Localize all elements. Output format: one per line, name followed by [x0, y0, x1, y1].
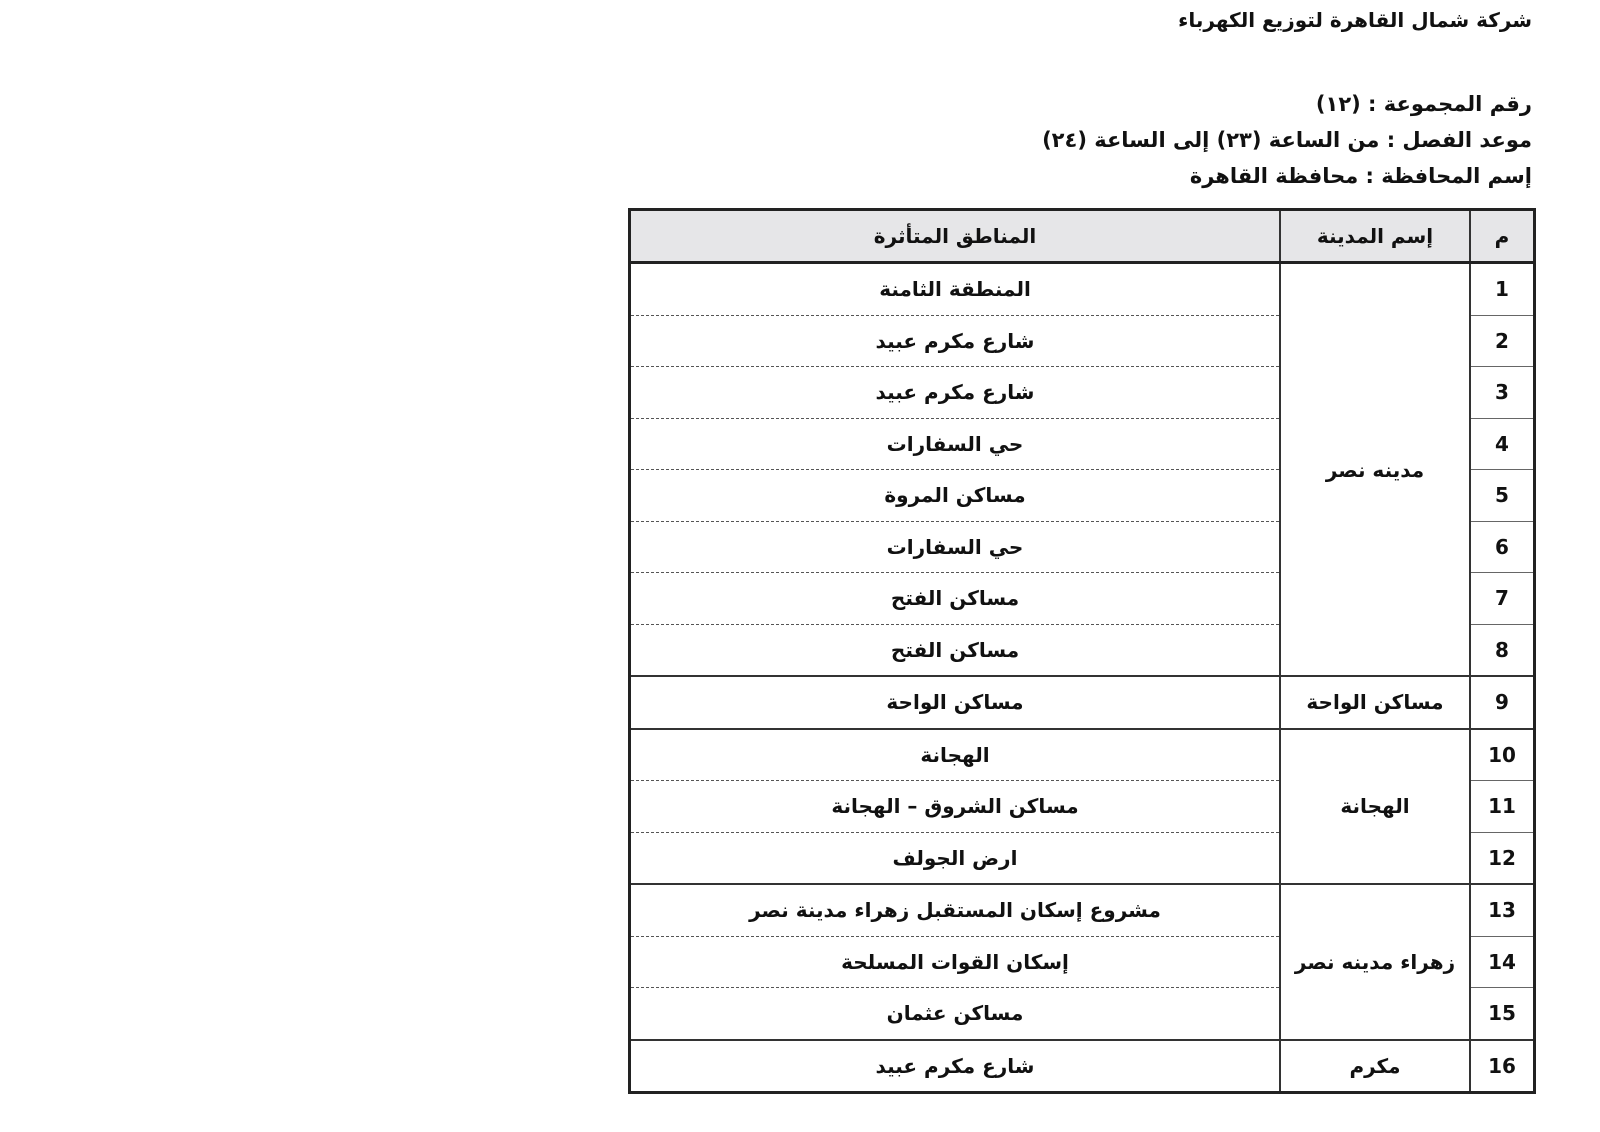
affected-area: مساكن الواحة [630, 676, 1281, 729]
city-name: مساكن الواحة [1280, 676, 1470, 729]
table-row [630, 676, 1535, 729]
affected-area: ارض الجولف [630, 832, 1281, 884]
row-number: 16 [1470, 1040, 1535, 1093]
city-name: مكرم [1280, 1040, 1470, 1093]
affected-area: مساكن الفتح [630, 573, 1281, 625]
row-number: 1 [1470, 263, 1535, 316]
affected-area: الهجانة [630, 729, 1281, 781]
document-meta [1042, 86, 1532, 194]
row-number: 3 [1470, 367, 1535, 419]
governorate-name: إسم المحافظة : محافظة القاهرة [1189, 164, 1532, 188]
row-number: 10 [1470, 729, 1535, 781]
affected-area: مساكن الشروق – الهجانة [630, 781, 1281, 833]
table-row [630, 729, 1535, 781]
row-number: 14 [1470, 936, 1535, 988]
table-row [630, 1040, 1535, 1093]
table-row [630, 263, 1535, 316]
row-number: 15 [1470, 988, 1535, 1040]
affected-area: مساكن المروة [630, 470, 1281, 522]
row-number: 5 [1470, 470, 1535, 522]
row-number: 12 [1470, 832, 1535, 884]
row-number: 8 [1470, 624, 1535, 676]
header-number: م [1470, 210, 1535, 263]
table-row [630, 884, 1535, 936]
row-number: 9 [1470, 676, 1535, 729]
city-name: الهجانة [1280, 729, 1470, 885]
affected-area: مساكن الفتح [630, 624, 1281, 676]
city-name: مدينه نصر [1280, 263, 1470, 677]
group-number: رقم المجموعة : (١٢) [1315, 92, 1532, 116]
affected-area: حي السفارات [630, 418, 1281, 470]
header-areas: المناطق المتأثرة [630, 210, 1281, 263]
affected-area: شارع مكرم عبيد [630, 1040, 1281, 1093]
header-city: إسم المدينة [1280, 210, 1470, 263]
row-number: 13 [1470, 884, 1535, 936]
row-number: 6 [1470, 521, 1535, 573]
city-name: زهراء مدينه نصر [1280, 884, 1470, 1040]
row-number: 11 [1470, 781, 1535, 833]
affected-area: إسكان القوات المسلحة [630, 936, 1281, 988]
row-number: 2 [1470, 315, 1535, 367]
affected-area: مشروع إسكان المستقبل زهراء مدينة نصر [630, 884, 1281, 936]
cutoff-time: موعد الفصل : من الساعة (٢٣) إلى الساعة (٢٤) [1042, 128, 1532, 152]
affected-area: المنطقة الثامنة [630, 263, 1281, 316]
table-header-row [630, 210, 1535, 263]
company-name: شركة شمال القاهرة لتوزيع الكهرباء [1178, 8, 1532, 32]
affected-area: شارع مكرم عبيد [630, 367, 1281, 419]
affected-area: شارع مكرم عبيد [630, 315, 1281, 367]
row-number: 4 [1470, 418, 1535, 470]
affected-area: حي السفارات [630, 521, 1281, 573]
row-number: 7 [1470, 573, 1535, 625]
affected-area: مساكن عثمان [630, 988, 1281, 1040]
outage-table [628, 208, 1536, 1094]
